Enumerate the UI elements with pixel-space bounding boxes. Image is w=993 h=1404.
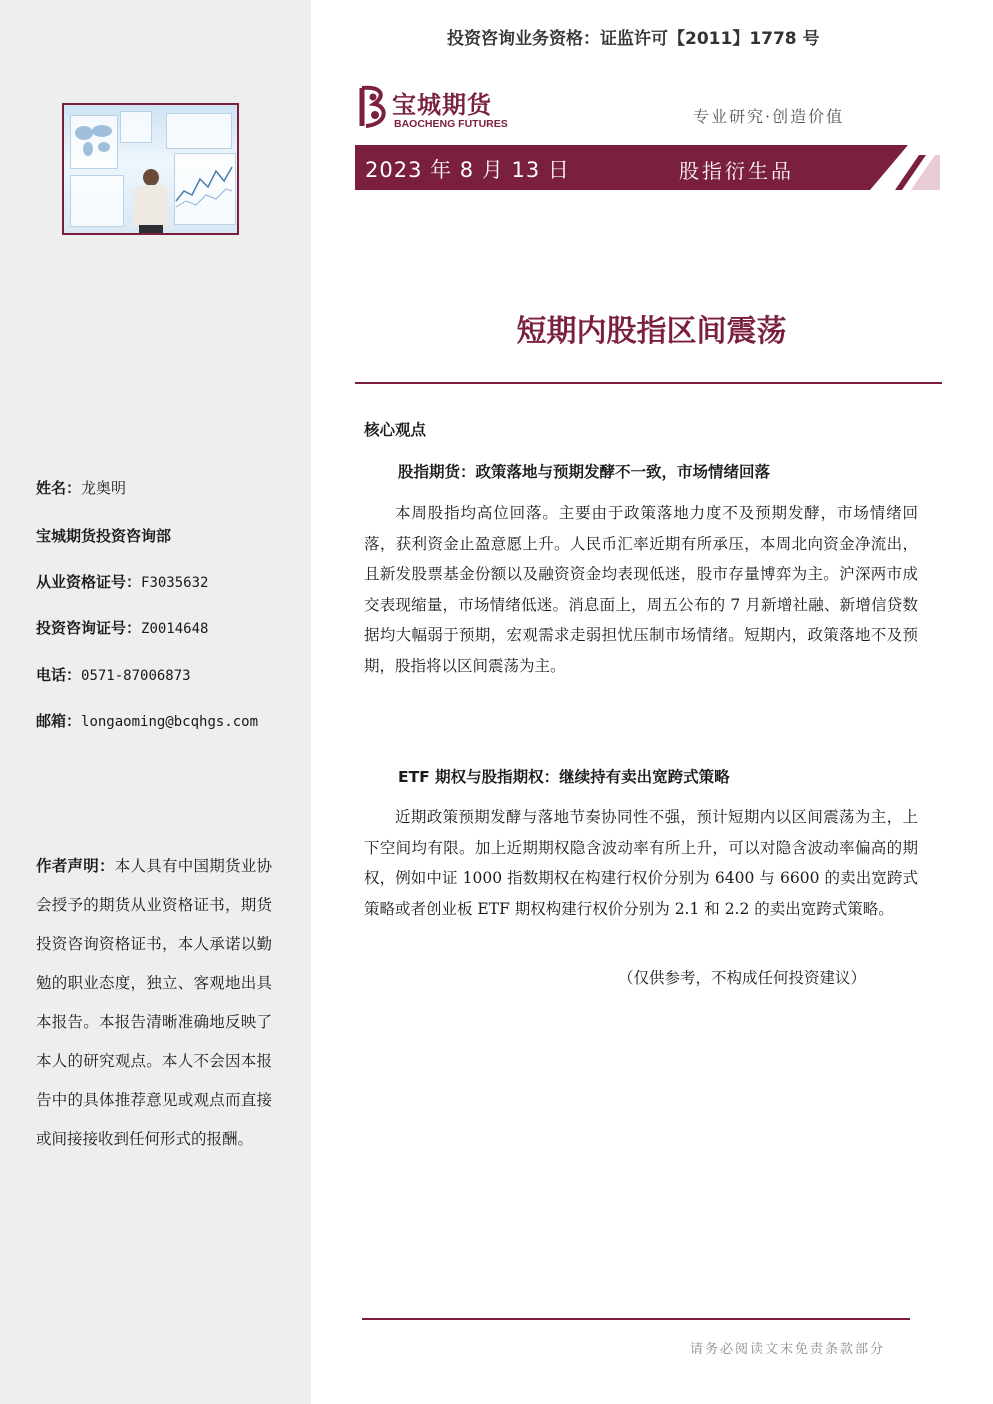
person-body — [134, 185, 168, 227]
section1-heading: 股指期货：政策落地与预期发酵不一致，市场情绪回落 — [398, 463, 771, 481]
department — [36, 525, 171, 546]
consulting-value: Z0014648 — [141, 621, 209, 637]
core-heading: 核心观点 — [364, 421, 427, 439]
section2-text: 近期政策预期发酵与落地节奏协同性不强，预计短期内以区间震荡为主，上下空间均有限。加上近期期权隐含波动率有所上升，可以对隐含波动率偏高的期权，例如中证 1000 指数期权在构建行权价分别为 6400 与 6600 的卖出宽跨式策略或者创业板 ETF 期权构建行权价分别为 2.1 和 2.2 的卖出宽跨式策略。 — [364, 808, 918, 918]
world-map-icon — [72, 119, 114, 159]
sidebar — [0, 0, 311, 1404]
person-legs — [139, 225, 163, 235]
section1-text: 本周股指均高位回落。主要由于政策落地力度不及预期发酵，市场情绪回落，获利资金止盈意愿上升。人民币汇率近期有所承压，本周北向资金净流出，且新发股票基金份额以及融资资金均表现低迷，股市存量博弈为主。沪深两市成交表现缩量，市场情绪低迷。消息面上，周五公布的 7 月新增社融、新增信贷数据均大幅弱于预期，宏观需求走弱担忧压制市场情绪。短期内，政策落地不及预期，股指将以区间震荡为主。 — [364, 504, 918, 675]
slogan: 专业研究·创造价值 — [693, 107, 845, 126]
email-link[interactable]: longaoming@bcqhgs.com — [81, 714, 259, 730]
name-value: 龙奥明 — [81, 479, 127, 497]
statement-label: 作者声明： — [36, 857, 115, 875]
screen-panel — [120, 111, 152, 143]
statement-text: 本人具有中国期货业协会授予的期货从业资格证书，期货投资咨询资格证书，本人承诺以勤勉的职业态度，独立、客观地出具本报告。本报告清晰准确地反映了本人的研究观点。本人不会因本报告中的具体推荐意见或观点而直接或间接接收到任何形式的报酬。 — [36, 857, 272, 1148]
consulting-label: 投资咨询证号： — [36, 619, 142, 637]
qualification-number — [36, 571, 208, 592]
phone-value: 0571-87006873 — [81, 668, 191, 684]
department-label: 宝城期货投资咨询部 — [36, 527, 172, 545]
report-title: 短期内股指区间震荡 — [516, 314, 787, 349]
logo-english: BAOCHENG FUTURES — [394, 118, 508, 130]
author-statement — [36, 847, 272, 1159]
person-head — [143, 169, 159, 186]
consulting-number — [36, 617, 208, 638]
date-banner — [355, 145, 940, 190]
qualification-value: F3035632 — [141, 575, 209, 591]
email-label: 邮箱： — [36, 712, 82, 730]
qualification-label: 从业资格证号： — [36, 573, 142, 591]
section2-heading: ETF 期权与股指期权：继续持有卖出宽跨式策略 — [398, 768, 730, 786]
name-label: 姓名： — [36, 479, 82, 497]
screen-panel — [70, 175, 124, 227]
author-name — [36, 477, 126, 498]
report-date: 2023 年 8 月 13 日 — [365, 158, 570, 182]
chart-graphic-icon — [174, 161, 234, 211]
logo-mark-icon — [356, 84, 390, 130]
logo-chinese: 宝城期货 — [392, 91, 492, 119]
footer-text: 请务必阅读文末免责条款部分 — [690, 1342, 886, 1357]
footer-divider — [362, 1318, 910, 1320]
hero-image — [62, 103, 239, 235]
email — [36, 710, 258, 731]
report-category: 股指衍生品 — [679, 159, 794, 183]
phone — [36, 664, 191, 685]
disclaimer-note: （仅供参考，不构成任何投资建议） — [618, 969, 867, 987]
screen-panel — [166, 113, 232, 149]
phone-label: 电话： — [36, 666, 82, 684]
title-divider — [355, 382, 942, 384]
license-text: 投资咨询业务资格：证监许可【2011】1778 号 — [447, 29, 820, 49]
